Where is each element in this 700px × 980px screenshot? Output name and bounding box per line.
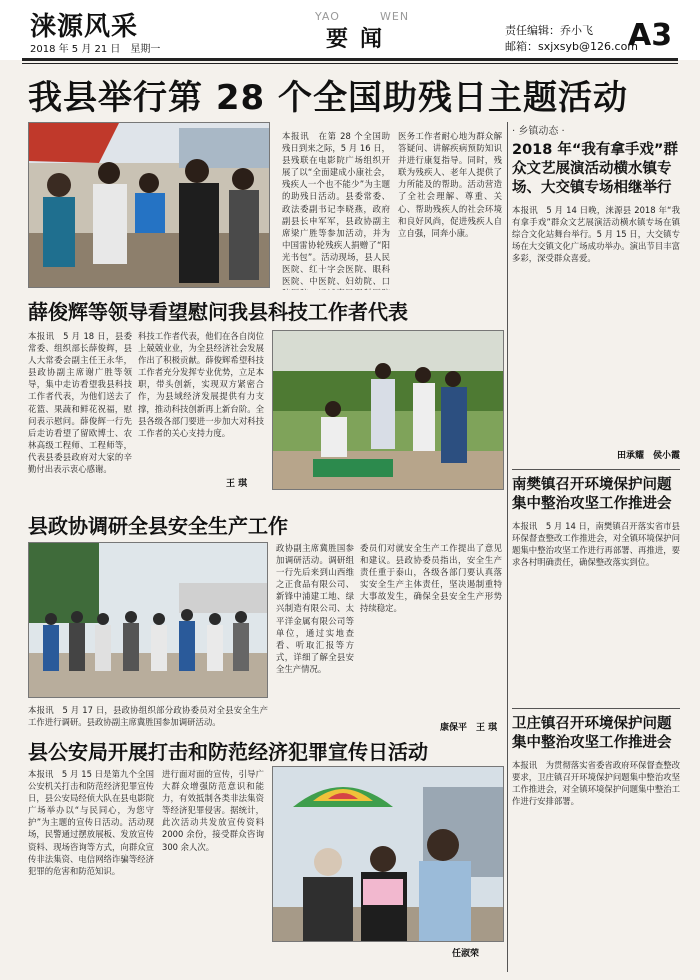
lead-body-col1: 本报讯 在第 28 个全国助残日到来之际，5 月 16 日，县残联在电影院广场组织开展了以“全面建成小康社会，残疾人一个也不能少”为主题的助残日活动。县委常委、政法委副书记李晓燕，政府副县长申军军，县政协副主席梁广胜等参加活动，并为中国雷协轮残疾人捐赠了“阳光书包”。活动现场，县人民医院、红十字会医院、眼科医院、中医院、妇幼院、口 <box>282 131 390 287</box>
lead-photo <box>28 122 270 288</box>
article4-col2: 进行面对面的宣传，引导广大群众增强防范意识和能力，有效抵制各类非法集资等经济犯罪侵害。据统计，此次活动共发放宣传资料 2000 余份，接受群众咨询 300 余人次。 <box>162 769 264 852</box>
article4-author: 任淑荣 <box>452 949 480 959</box>
article3-col1: 政协副主席冀胜国参加调研活动。调研组一行先后来到山西维之正食品有限公司、新锋中浦建工地、绿兴制造有限公司、太平洋金属有限公司等单位，通过实地查看、听取汇报等方式，详细了解全县安全生产情况。 <box>276 543 354 674</box>
article3-photo <box>28 542 268 698</box>
article3-headline: 县政协调研全县安全生产工作 <box>28 514 288 538</box>
page-number: A3 <box>628 18 673 53</box>
article4-headline: 县公安局开展打击和防范经济犯罪宣传日活动 <box>28 740 428 764</box>
section-name: 要闻 <box>326 26 395 52</box>
sidebar-body-2: 本报讯 5 月 14 日，南樊镇召开落实省市县环保督查整改工作推进会，对全镇环境保护问题集中整治攻坚工作进行再部署、再推进，要求各村明确责任，确保整改落实到位。 <box>512 521 680 568</box>
article2-headline: 薛俊辉等领导看望慰问我县科技工作者代表 <box>28 300 408 324</box>
sidebar-divider-2 <box>512 708 680 709</box>
lead-headline: 我县举行第 28 个全国助残日主题活动 <box>28 78 628 118</box>
sidebar-title-2: 南樊镇召开环境保护问题集中整治攻坚工作推进会 <box>512 477 672 512</box>
article3-col2: 委员们对就安全生产工作提出了意见和建议。县政协委员指出，安全生产责任重于泰山，各级各部门要认真落实安全生产主体责任，坚决遏制重特大事故发生，确保全县安全生产形势持续稳定。 <box>360 543 502 614</box>
sidebar-tag: · 乡镇动态 · <box>512 126 565 137</box>
editor-email: 邮箱：sxjxsyb@126.com <box>505 40 639 53</box>
article4-photo <box>272 766 504 942</box>
article2-photo <box>272 330 504 490</box>
section-en-left: YAO <box>315 10 340 23</box>
article2-col1: 本报讯 5 月 18 日，县委常委、组织部长薛俊辉，县人大常委会副主任王永华，县政协副主席谢广胜等领导，集中走访看望我县科技工作者代表，为他们送去了花篮、果蔬和鲜花祝福，慰问表示慰问。薛俊辉一行先后走访看望了留欧博士、农林高级工程师、工程师等，代表县委县政府对大家的辛勤付出表示衷心感谢。 <box>28 331 132 475</box>
article4-col1: 本报讯 5 月 15 日是第九个全国公安机关打击和防范经济犯罪宣传日，县公安局经侦大队在县电影院广场举办以“与民同心，为您守护”为主题的宣传日活动。活动现场，民警通过摆放展板、发放宣传资料、现场咨询等方式，向群众宣传非法集资、电信网络诈骗等经济犯罪的危害和防范知识。 <box>28 769 154 876</box>
sidebar-author-1: 田承耀 侯小霞 <box>616 451 680 461</box>
section-en-right: WEN <box>380 10 410 23</box>
article3-author: 康保平 王 琪 <box>440 723 498 733</box>
sidebar-title-3: 卫庄镇召开环境保护问题集中整治攻坚工作推进会 <box>512 716 672 751</box>
article3-caption: 本报讯 5 月 17 日，县政协组织部分政协委员对全县安全生产工作进行调研。县政协副主席冀胜国参加调研活动。 <box>28 705 268 728</box>
sidebar <box>512 122 680 980</box>
lead-body-col2: 医务工作者耐心地为群众解答疑问、讲解疾病预防知识并进行康复指导。同时，残联为残疾人、老年人提供了力所能及的帮助。活动营造了全社会理解、尊重、关心、帮助残疾人的社会环境和良好风尚，促进残疾人自立自强，同奔小康。 <box>398 131 502 238</box>
masthead-rule <box>22 58 678 61</box>
editor-credit: 责任编辑：乔小飞 <box>505 24 593 37</box>
sidebar-body-1: 本报讯 5 月 14 日晚，涞源县 2018 年“我有拿手戏”群众文艺展演活动横水镇专场在镇综合文化站舞台举行。5 月 15 日，大交镇专场在大交镇文化广场成功举办。演出节目丰富多彩，深受群众喜爱。 <box>512 205 680 264</box>
article2-author: 王 琪 <box>226 479 248 489</box>
sidebar-divider-1 <box>512 469 680 470</box>
sidebar-title-1: 2018 年“我有拿手戏”群众文艺展演活动横水镇专场、大交镇专场相继举行 <box>512 142 678 196</box>
issue-date: 2018 年 5 月 21 日 星期一 <box>30 44 161 55</box>
paper-name: 涞源风采 <box>30 12 139 42</box>
article4-tail <box>272 946 432 972</box>
sidebar-rule <box>507 122 508 972</box>
article2-col2: 科技工作者代表，他们在各自岗位上兢兢业业，为全县经济社会发展作出了积极贡献。薛俊辉希望科技工作者充分发挥专业优势，立足本职，带头创新，实现双方紧密合作，为县域经济发展提供有力支撑，推动科技创新再上新台阶。全县各级各部门要进一步加大对科技工作者的关心支持力度。 <box>138 331 264 438</box>
masthead-rule-thin <box>22 63 678 64</box>
sidebar-body-3: 本报讯 为贯彻落实省委省政府环保督查整改要求，卫庄镇召开环境保护问题集中整治攻坚工作推进会，对全镇环境保护问题集中整治工作进行安排部署。 <box>512 760 680 807</box>
